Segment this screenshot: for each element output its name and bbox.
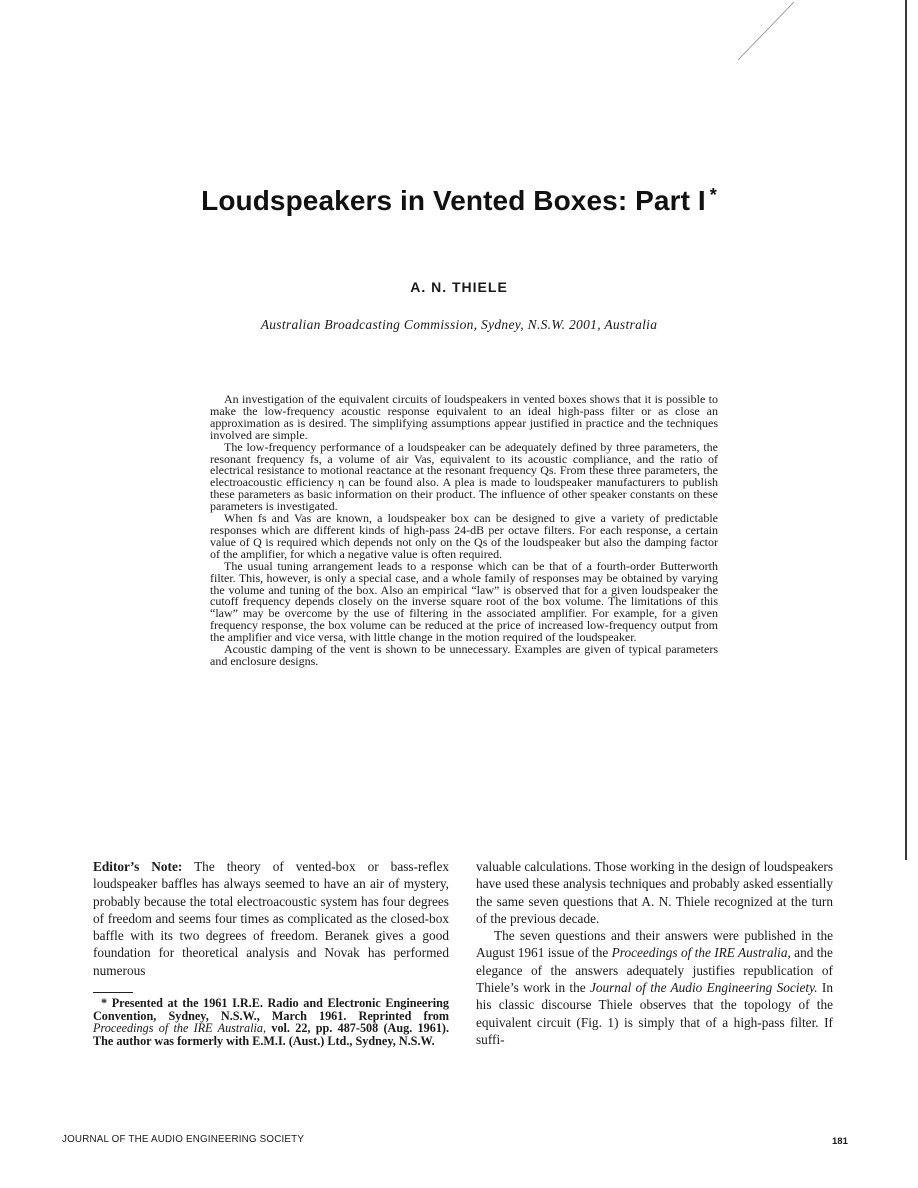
abstract-paragraph: The low-frequency performance of a loudspeaker can be adequately defined by three parameters, the resonant frequency fs, a volume of air Vas, equivalent to its acoustic compliance, and the ratio of electrical resistance to motional reactance at the resonant frequency Qs. From these three parameters, the electroacoustic efficiency η can be found also. A plea is made to loudspeaker manufacturers to publish these parameters as basic information on their product. The influence of other speaker constants on these parameters is investigated.	[210, 439, 718, 514]
abstract-paragraph: Acoustic damping of the vent is shown to be unnecessary. Examples are given of typical parameters and enclosure designs.	[210, 642, 718, 668]
author-affiliation: Australian Broadcasting Commission, Sydney, N.S.W. 2001, Australia	[260, 317, 658, 332]
scan-artifact-line	[736, 0, 796, 62]
abstract-paragraph: An investigation of the equivalent circuits of loudspeakers in vented boxes shows that it is possible to make the low-frequency acoustic response equivalent to an ideal high-pass filter or as close an approximation as is desired. The simplifying assumptions appear justified in practice and the techniques involved are simple.	[210, 392, 718, 442]
abstract	[210, 394, 718, 668]
title-footnote-mark: *	[709, 185, 717, 205]
journal-footer: JOURNAL OF THE AUDIO ENGINEERING SOCIETY	[62, 1134, 305, 1145]
editors-note-left-column	[93, 858, 449, 979]
editors-note-paragraph: valuable calculations. Those working in the design of loudspeakers have used these analysis techniques and probably asked essentially the same seven questions that A. N. Thiele recognized at the turn of the previous decade.	[476, 859, 833, 926]
article-title: Loudspeakers in Vented Boxes: Part I *	[201, 185, 717, 216]
editors-note-paragraph	[93, 858, 449, 979]
editors-note-text: The theory of vented-box or bass-reflex loudspeaker baffles has always seemed to have an air of mystery, probably because the total electroacoustic system has four degrees of freedom and seems four times as complicated as the closed-box baffle with its two degrees of freedom. Beranek gives a good foundation for theoretical analysis and Novak has performed numerous	[93, 859, 449, 978]
abstract-paragraph: When fs and Vas are known, a loudspeaker box can be designed to give a variety of predictable responses which are different kinds of high-pass 24-dB per octave filters. For each response, a certain value of Q is required which depends not only on the Qs of the loudspeaker but also the damping factor of the amplifier, for which a negative value is often required.	[210, 511, 718, 561]
abstract-paragraph: The usual tuning arrangement leads to a response which can be that of a fourth-order Butterworth filter. This, however, is only a special case, and a whole family of responses may be obtained by varying the volume and tuning of the box. Also an empirical “law” is observed that for a given loudspeaker the cutoff frequency depends closely on the inverse square root of the box volume. The limitations of this “law” may be overcome by the use of filtering in the associated amplifier. For example, for a given frequency response, the box volume can be reduced at the price of increased low-frequency output from the amplifier and vice versa, with little change in the motion required of the loudspeaker.	[210, 558, 718, 645]
page-number: 181	[832, 1136, 848, 1147]
editors-note-right-column	[476, 858, 833, 1048]
footnote-rule	[93, 992, 133, 993]
editors-note-lead: Editor’s Note:	[93, 859, 183, 874]
footnote: * Presented at the 1961 I.R.E. Radio and Electronic Engineering Convention, Sydney, N.S.W., March 1961. Reprinted from Proceedings of the IRE Australia, vol. 22, pp. 487-508 (Aug. 1961). The author was formerly with E.M.I. (Aust.) Ltd., Sydney, N.S.W.	[93, 996, 450, 1048]
author-name: A. N. THIELE	[410, 279, 508, 295]
scan-edge-shadow	[905, 0, 907, 860]
editors-note-paragraph: The seven questions and their answers were published in the August 1961 issue of the Proceedings of the IRE Australia, and the elegance of the answers adequately justifies republication of Thiele’s work in the Journal of the Audio Engineering Society. In his classic discourse Thiele observes that the topology of the equivalent circuit (Fig. 1) is simply that of a high-pass filter. If suffi-	[476, 928, 833, 1047]
